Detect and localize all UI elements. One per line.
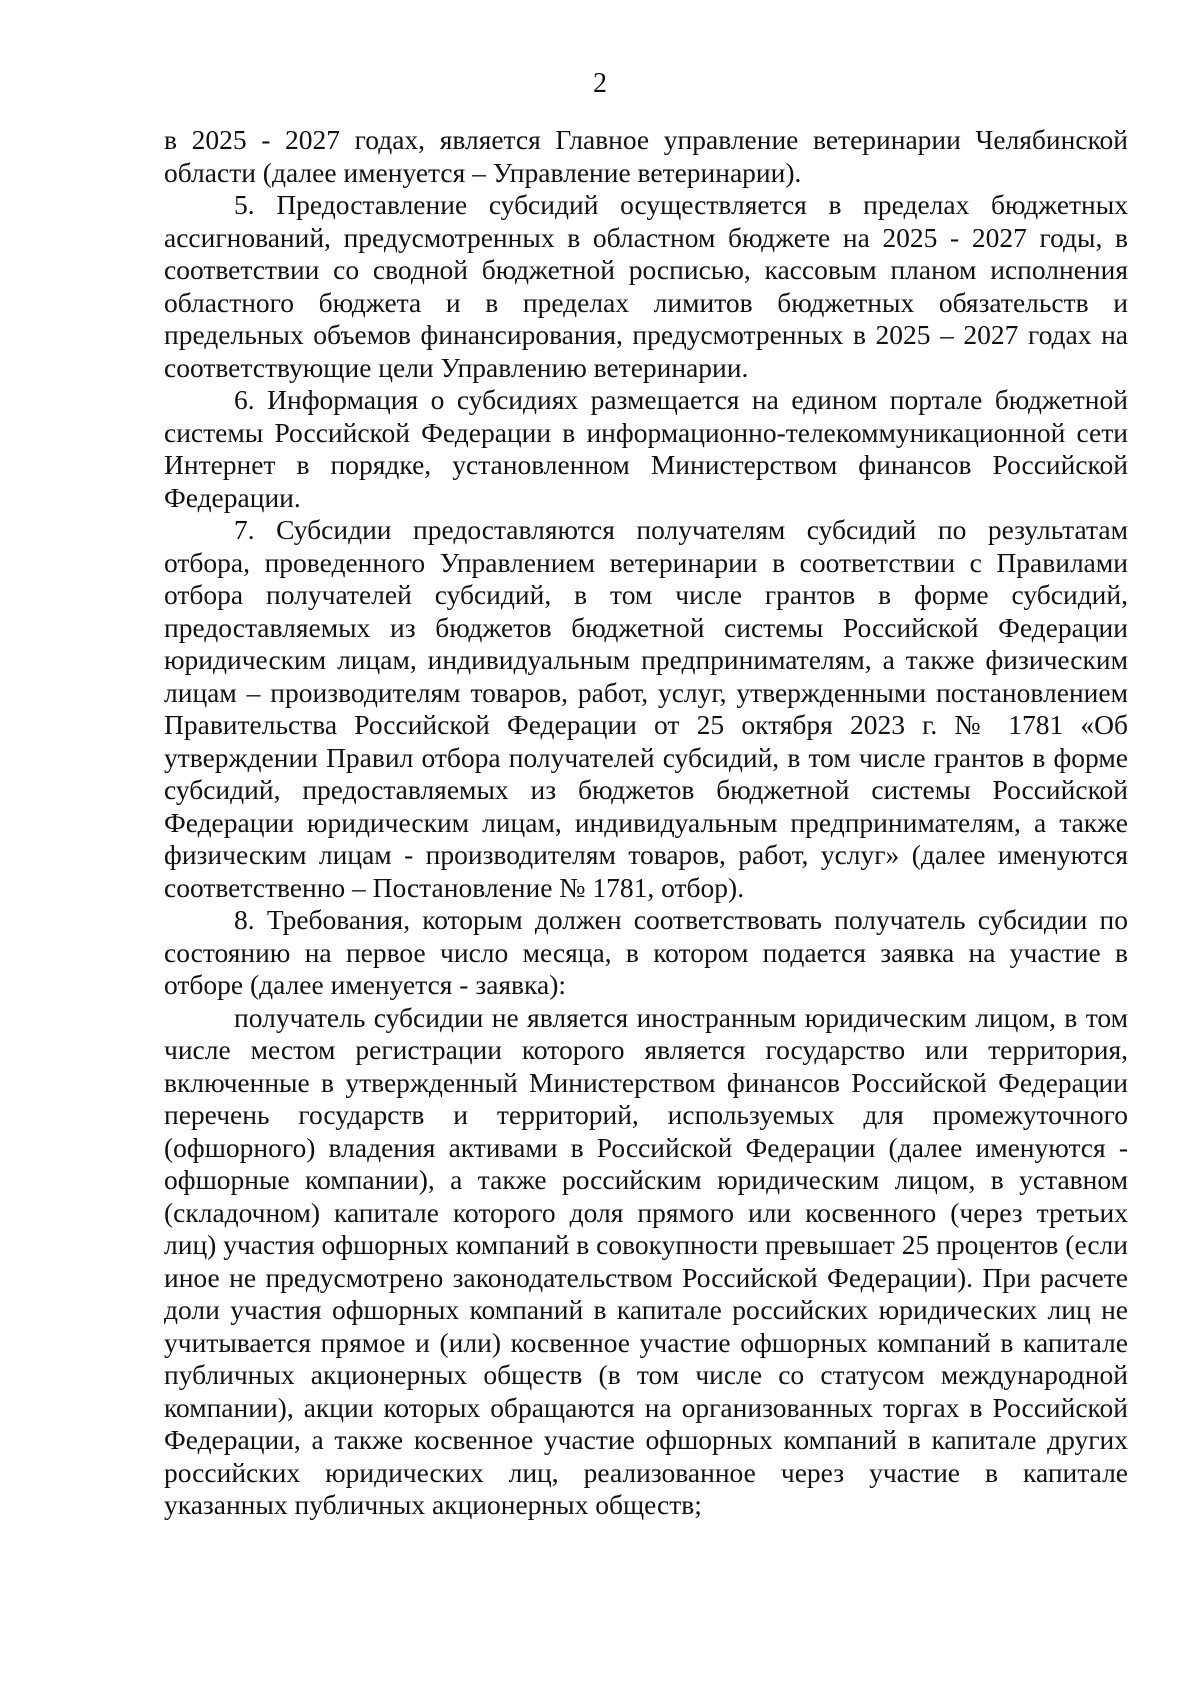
paragraph-continuation: в 2025 - 2027 годах, является Главное управление ветеринарии Челябинской области (далее именуется – Управление ветеринарии). xyxy=(164,124,1128,188)
paragraph-8: 8. Требования, которым должен соответствовать получатель субсидии по состоянию на первое число месяца, в котором подается заявка на участие в отборе (далее именуется - заявка): xyxy=(164,904,1128,1000)
paragraph-6: 6. Информация о субсидиях размещается на едином портале бюджетной системы Российской Федерации в информационно-телекоммуникационной сети Интернет в порядке, установленном Министерством финансов Российской Федерации. xyxy=(164,384,1128,513)
paragraph-5: 5. Предоставление субсидий осуществляется в пределах бюджетных ассигнований, предусмотренных в областном бюджете на 2025 - 2027 годы, в соответствии со сводной бюджетной росписью, кассовым планом исполнения областного бюджета и в пределах лимитов бюджетных обязательств и предельных объемов финансирования, предусмотренных в 2025 – 2027 годах на соответствующие цели Управлению ветеринарии. xyxy=(164,189,1128,383)
document-body xyxy=(164,124,1128,1522)
page-number: 2 xyxy=(593,68,607,99)
paragraph-8-requirement-1: получатель субсидии не является иностранным юридическим лицом, в том числе местом регистрации которого является государство или территория, включенные в утвержденный Министерством финансов Российской Федерации перечень государств и территорий, используемых для промежуточного (офшорного) владения активами в Российской Федерации (далее именуются - офшорные компании), а также российским юридическим лицом, в уставном (складочном) капитале которого доля прямого или косвенного (через третьих лиц) участия офшорных компаний в совокупности превышает 25 процентов (если иное не предусмотрено законодательством Российской Федерации). При расчете доли участия офшорных компаний в капитале российских юридических лиц не учитывается прямое и (или) косвенное участие офшорных компаний в капитале публичных акционерных обществ (в том числе со статусом международной компании), акции которых обращаются на организованных торгах в Российской Федерации, а также косвенное участие офшорных компаний в капитале других российских юридических лиц, реализованное через участие в капитале указанных публичных акционерных обществ; xyxy=(164,1001,1128,1520)
paragraph-7: 7. Субсидии предоставляются получателям субсидий по результатам отбора, проведенного Управлением ветеринарии в соответствии с Правилами отбора получателей субсидий, в том числе грантов в форме субсидий, предоставляемых из бюджетов бюджетной системы Российской Федерации юридическим лицам, индивидуальным предпринимателям, а также физическим лицам – производителям товаров, работ, услуг, утвержденными постановлением Правительства Российской Федерации от 25 октября 2023 г. № 1781 «Об утверждении Правил отбора получателей субсидий, в том числе грантов в форме субсидий, предоставляемых из бюджетов бюджетной системы Российской Федерации юридическим лицам, индивидуальным предпринимателям, а также физическим лицам - производителям товаров, работ, услуг» (далее именуются соответственно – Постановление № 1781, отбор). xyxy=(164,514,1128,903)
